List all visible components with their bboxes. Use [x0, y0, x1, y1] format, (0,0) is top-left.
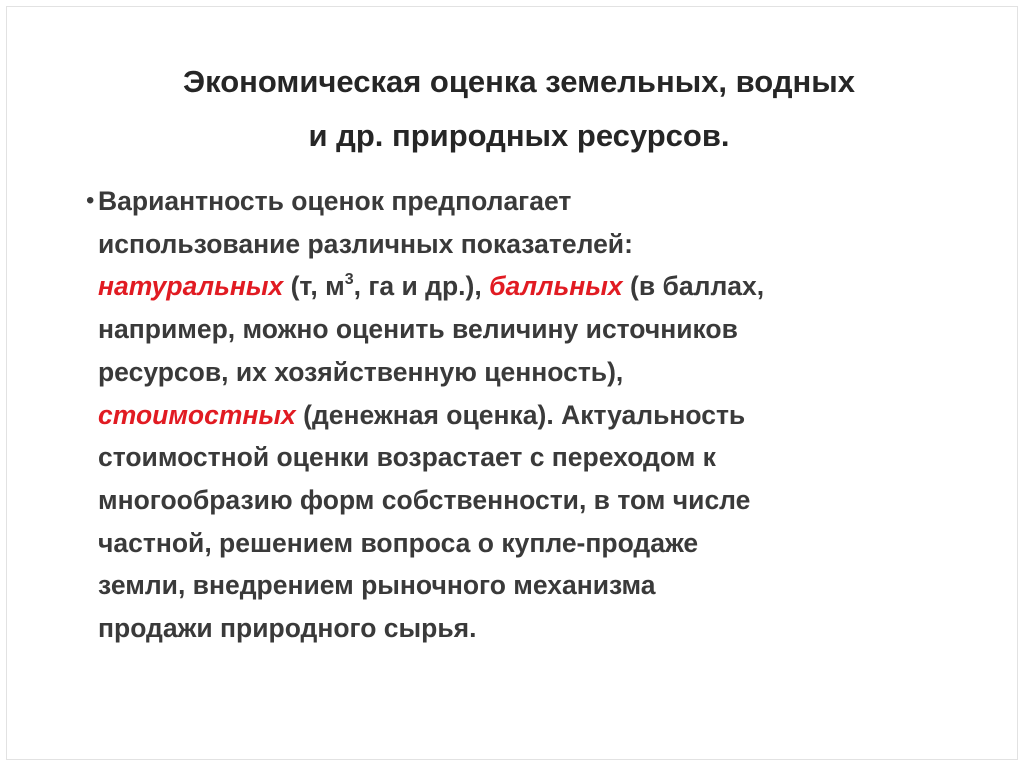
- highlight-cost: стоимостных: [98, 399, 296, 430]
- title-line-1: Экономическая оценка земельных, водных: [183, 64, 855, 99]
- body-line-9: частной, решением вопроса о купле-продаже: [98, 527, 699, 558]
- body-line-7: стоимостной оценки возрастает с переходом к: [98, 442, 716, 473]
- bullet-text: [98, 180, 998, 650]
- body-line-10: земли, внедрением рыночного механизма: [98, 570, 656, 601]
- body-line-2: использование различных показателей:: [98, 228, 633, 259]
- body-line-6-rest: (денежная оценка). Актуальность: [295, 399, 746, 430]
- title-line-2: и др. природных ресурсов.: [308, 118, 730, 153]
- body-line-3-part-c: (в баллах,: [622, 271, 765, 302]
- body-line-5: ресурсов, их хозяйственную ценность),: [98, 356, 624, 387]
- body-line-11: продажи природного сырья.: [98, 613, 477, 644]
- body-line-3-part-a: (т, м: [283, 271, 345, 302]
- superscript-3: 3: [344, 271, 354, 289]
- highlight-natural: натуральных: [98, 271, 284, 302]
- body-line-8: многообразию форм собственности, в том числе: [98, 484, 751, 515]
- body-line-6: [98, 394, 998, 437]
- slide-title: [47, 55, 991, 163]
- body-line-1: Вариантность оценок предполагает: [98, 186, 572, 216]
- body-line-3-part-b: , га и др.),: [353, 271, 490, 302]
- bullet-marker: •: [86, 187, 95, 214]
- body-line-3: [98, 265, 998, 308]
- highlight-score: балльных: [489, 271, 623, 302]
- body-line-4: например, можно оценить величину источников: [98, 314, 738, 345]
